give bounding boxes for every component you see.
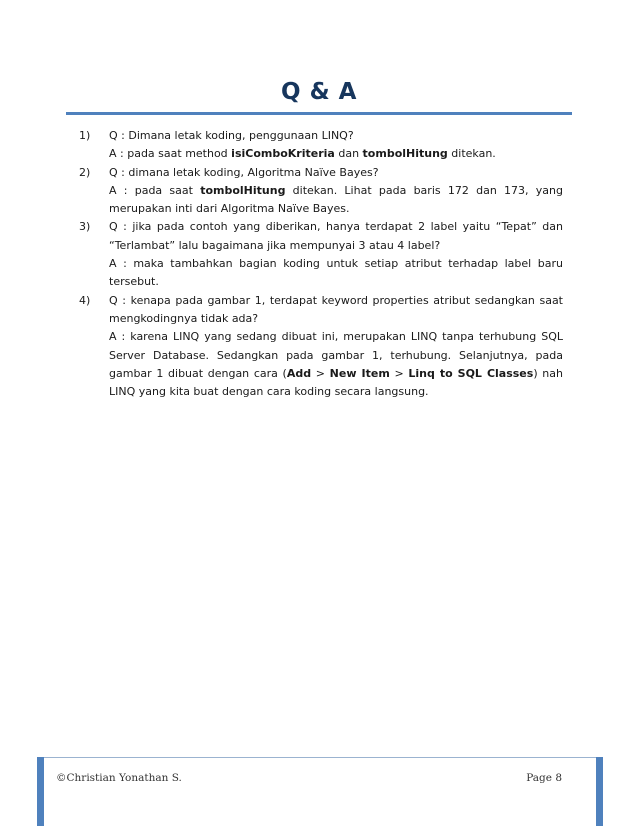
answer-text-part: > <box>311 366 330 380</box>
answer-text-part: ditekan. <box>447 147 496 161</box>
answer-bold-term: Add <box>286 366 312 380</box>
answer-bold-term: New Item <box>329 366 390 380</box>
question-text: Q : kenapa pada gambar 1, terdapat keyword properties atribut sedangkan saat mengkodingnya tidak ada? <box>109 293 563 325</box>
answer-text-part: dan <box>334 147 363 161</box>
answer-text <box>109 328 563 401</box>
question-text: Q : jika pada contoh yang diberikan, hanya terdapat 2 label yaitu “Tepat” dan “Terlambat” lalu bagaimana jika mempunyai 3 atau 4 label? <box>109 220 563 252</box>
footer-left-bar <box>37 757 44 826</box>
answer-text-part: > <box>389 366 409 380</box>
answer-text <box>109 182 563 219</box>
page-title: Q & A <box>281 79 357 105</box>
item-number: 1) <box>79 129 91 142</box>
question-text: Q : Dimana letak koding, penggunaan LINQ? <box>109 129 354 142</box>
footer-author: ©Christian Yonathan S. <box>56 772 182 784</box>
qa-item <box>79 127 563 164</box>
answer-text <box>109 145 563 163</box>
answer-bold-term: Linq to SQL Classes <box>408 366 534 380</box>
qa-item <box>79 164 563 219</box>
answer-text-part: ) nah LINQ yang kita buat dengan cara koding secara langsung. <box>109 366 563 399</box>
qa-item <box>79 218 563 291</box>
footer-divider <box>37 757 603 758</box>
qa-list <box>79 127 563 401</box>
item-number: 3) <box>79 220 91 234</box>
item-number: 2) <box>79 165 91 179</box>
answer-bold-term: tombolHitung <box>200 183 286 197</box>
item-number: 4) <box>79 293 91 307</box>
question-text: Q : dimana letak koding, Algoritma Naïve Bayes? <box>109 165 379 179</box>
answer-text-part: A : karena LINQ yang sedang dibuat ini, merupakan LINQ tanpa terhubung SQL Server Database. Sedangkan pada gambar 1, terhubung. Selanjutnya, pada gambar 1 dibuat dengan cara ( <box>109 330 563 380</box>
answer-text-part: ditekan. Lihat pada baris 172 dan 173, yang merupakan inti dari Algoritma Naïve Bayes. <box>109 183 563 216</box>
answer-text-part: A : pada saat <box>109 183 201 197</box>
title-underline <box>66 112 572 115</box>
footer-right-bar <box>596 757 603 826</box>
answer-text: A : maka tambahkan bagian koding untuk setiap atribut terhadap label baru tersebut. <box>109 257 563 289</box>
answer-bold-term: isiComboKriteria <box>231 147 335 161</box>
answer-text-part: A : pada saat method <box>109 147 232 161</box>
footer-page-number: Page 8 <box>526 772 562 784</box>
answer-bold-term: tombolHitung <box>362 147 448 161</box>
qa-item <box>79 292 563 402</box>
